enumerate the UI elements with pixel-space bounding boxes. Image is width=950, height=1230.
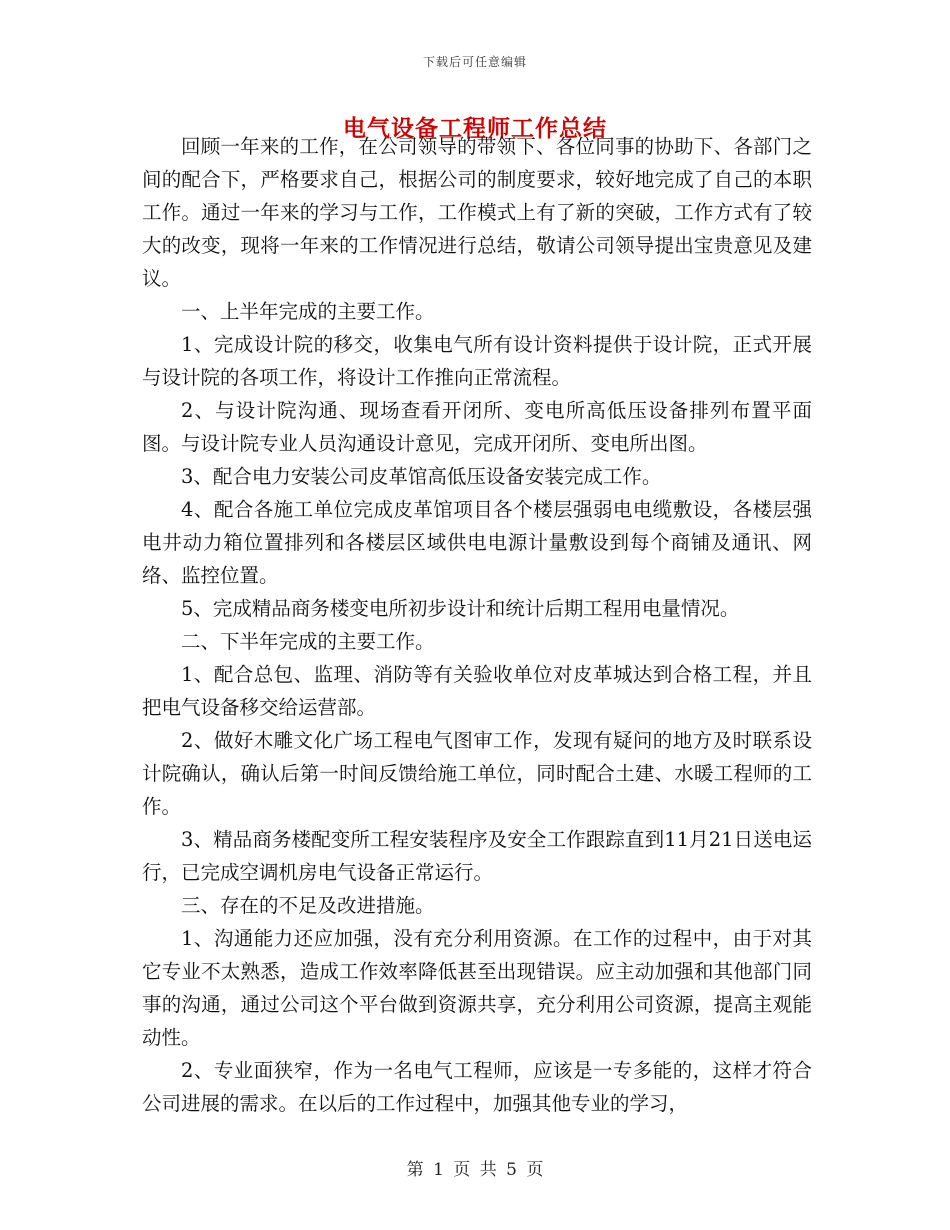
paragraph-item: 5、完成精品商务楼变电所初步设计和统计后期工程用电量情况。 [181, 597, 740, 620]
paragraph-item: 3、精品商务楼配变所工程安装程序及安全工作跟踪直到11月21日送电运行，已完成空调机房电气设备正常运行。 [142, 828, 812, 884]
header-note: 下载后可任意编辑 [422, 55, 527, 69]
paragraph-item: 4、配合各施工单位完成皮革馆项目各个楼层强弱电电缆敷设，各楼层强电井动力箱位置排列和各楼层区域供电电源计量敷设到每个商铺及通讯、网络、监控位置。 [142, 498, 812, 587]
paragraph-item: 2、与设计院沟通、现场查看开闭所、变电所高低压设备排列布置平面图。与设计院专业人员沟通设计意见，完成开闭所、变电所出图。 [142, 399, 812, 455]
paragraph-intro: 回顾一年来的工作，在公司领导的带领下、各位同事的协助下、各部门之间的配合下，严格要求自己，根据公司的制度要求，较好地完成了自己的本职工作。通过一年来的学习与工作，工作模式上有了新的突破，工作方式有了较大的改变，现将一年来的工作情况进行总结，敬请公司领导提出宝贵意见及建议。 [142, 135, 812, 290]
paragraph-item: 2、做好木雕文化广场工程电气图审工作，发现有疑问的地方及时联系设计院确认，确认后第一时间反馈给施工单位，同时配合土建、水暖工程师的工作。 [142, 729, 812, 818]
section-heading-second-half: 二、下半年完成的主要工作。 [181, 630, 435, 653]
paragraph-item: 1、配合总包、监理、消防等有关验收单位对皮革城达到合格工程，并且把电气设备移交给运营部。 [142, 663, 812, 719]
paragraph-item: 1、沟通能力还应加强，没有充分利用资源。在工作的过程中，由于对其它专业不太熟悉，造成工作效率降低甚至出现错误。应主动加强和其他部门同事的沟通，通过公司这个平台做到资源共享，充分利用公司资源，提高主观能动性。 [142, 927, 812, 1049]
document-title: 电气设备工程师工作总结 [343, 115, 607, 142]
paragraph-item: 1、完成设计院的移交，收集电气所有设计资料提供于设计院，正式开展与设计院的各项工作，将设计工作推向正常流程。 [142, 333, 812, 389]
page-number-footer: 第 1 页 共 5 页 [406, 1160, 544, 1180]
document-body [142, 130, 812, 1120]
section-heading-first-half: 一、上半年完成的主要工作。 [181, 300, 435, 323]
section-heading-shortcomings: 三、存在的不足及改进措施。 [181, 894, 435, 917]
paragraph-item: 3、配合电力安装公司皮革馆高低压设备安装完成工作。 [181, 465, 662, 488]
paragraph-item: 2、专业面狭窄，作为一名电气工程师，应该是一专多能的，这样才符合公司进展的需求。在以后的工作过程中，加强其他专业的学习， [142, 1059, 812, 1115]
